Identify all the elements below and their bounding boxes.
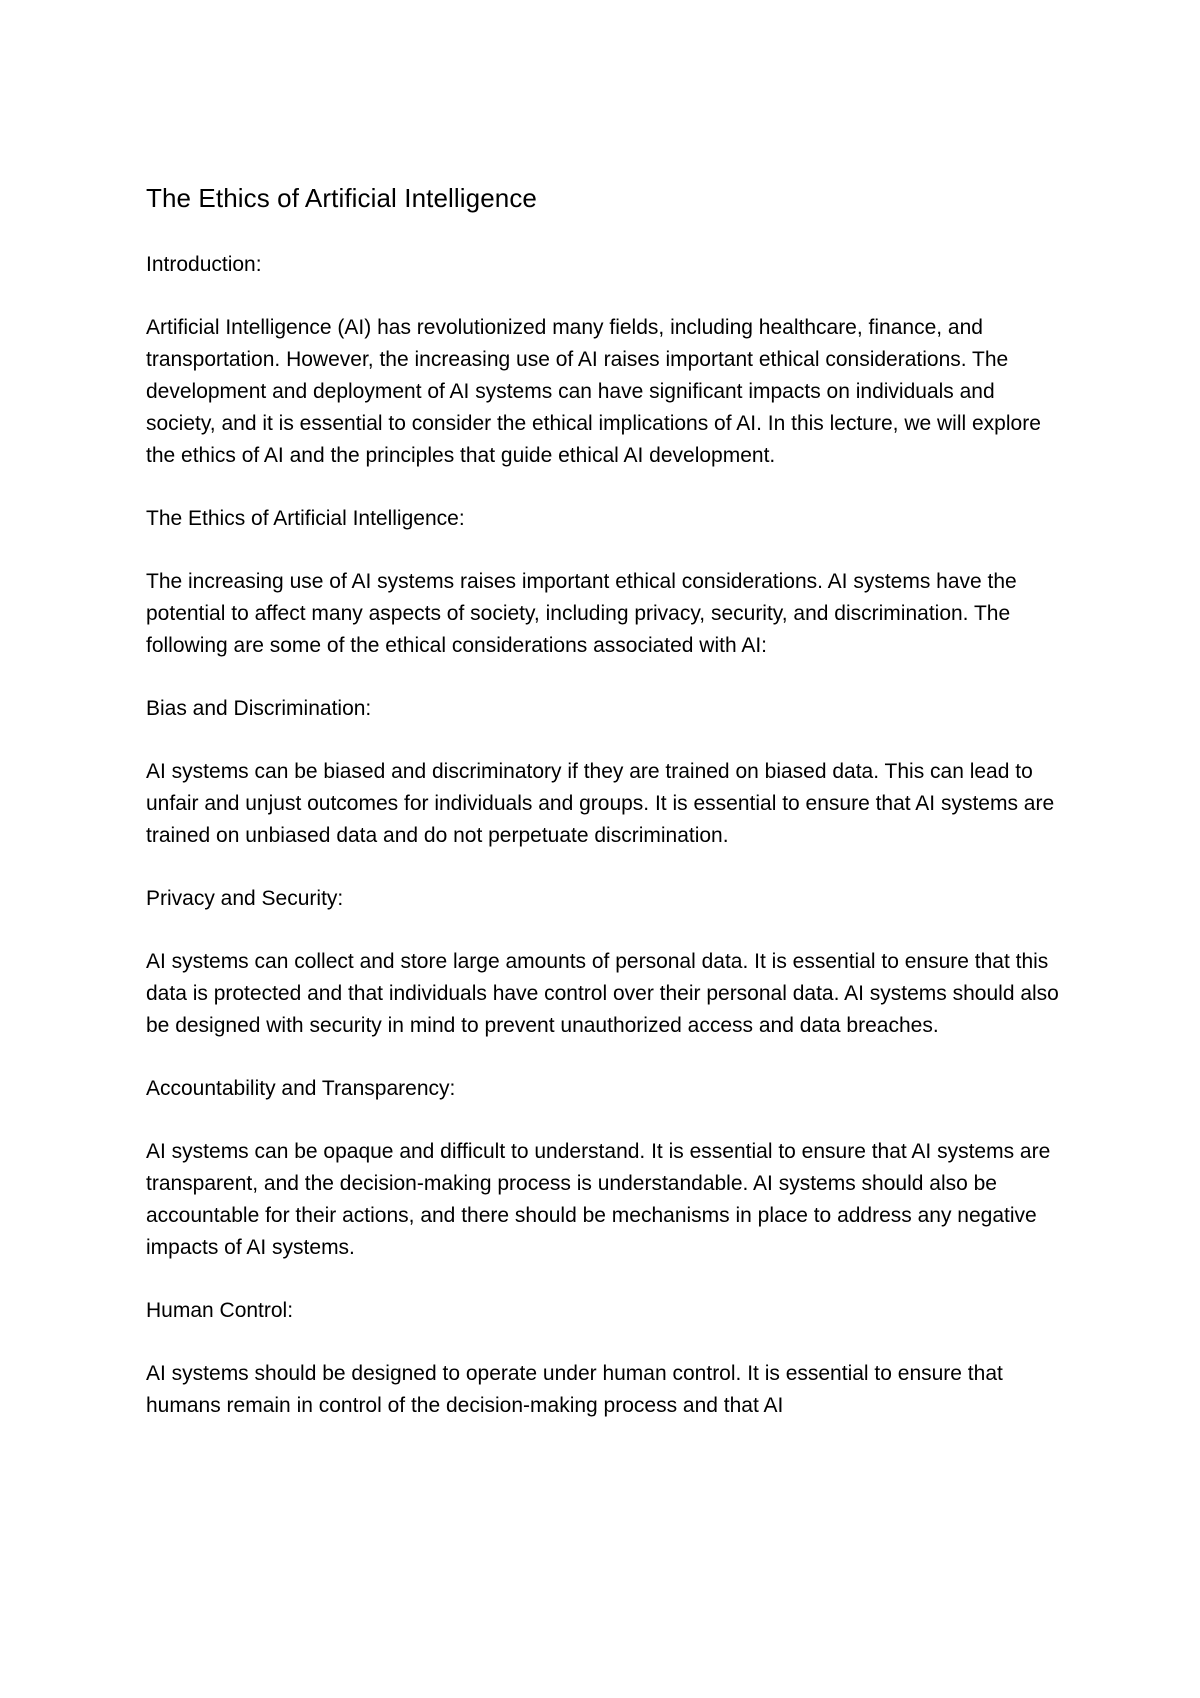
section-heading-human-control: Human Control: — [146, 1299, 294, 1322]
section-heading-ethics-of-ai: The Ethics of Artificial Intelligence: — [146, 507, 465, 530]
section-body-accountability: AI systems can be opaque and difficult to understand. It is essential to ensure that AI systems are transparent, and the decision-making process is understandable. AI systems should also be accountable for their actions, and there should be mechanisms in place to address any negative impacts of AI systems. — [146, 1140, 1051, 1259]
document-title: The Ethics of Artificial Intelligence — [146, 183, 537, 213]
section-body-privacy: AI systems can collect and store large amounts of personal data. It is essential to ensure that this data is protected and that individuals have control over their personal data. AI systems should also be designed with security in mind to prevent unauthorized access and data breaches. — [146, 950, 1059, 1037]
section-heading-bias: Bias and Discrimination: — [146, 697, 372, 720]
section-heading-accountability: Accountability and Transparency: — [146, 1077, 456, 1100]
section-body-introduction: Artificial Intelligence (AI) has revolutionized many fields, including healthcare, finance, and transportation. However, the increasing use of AI raises important ethical considerations. The development and deployment of AI systems can have significant impacts on individuals and society, and it is essential to consider the ethical implications of AI. In this lecture, we will explore the ethics of AI and the principles that guide ethical AI development. — [146, 316, 1041, 467]
section-body-human-control: AI systems should be designed to operate under human control. It is essential to ensure that humans remain in control of the decision-making process and that AI — [146, 1362, 1003, 1417]
section-body-ethics-of-ai: The increasing use of AI systems raises important ethical considerations. AI systems have the potential to affect many aspects of society, including privacy, security, and discrimination. The following are some of the ethical considerations associated with AI: — [146, 570, 1017, 657]
section-body-bias: AI systems can be biased and discriminatory if they are trained on biased data. This can lead to unfair and unjust outcomes for individuals and groups. It is essential to ensure that AI systems are trained on unbiased data and do not perpetuate discrimination. — [146, 760, 1055, 847]
section-heading-privacy: Privacy and Security: — [146, 887, 344, 910]
section-heading-introduction: Introduction: — [146, 253, 262, 276]
document-content — [146, 178, 1066, 1453]
